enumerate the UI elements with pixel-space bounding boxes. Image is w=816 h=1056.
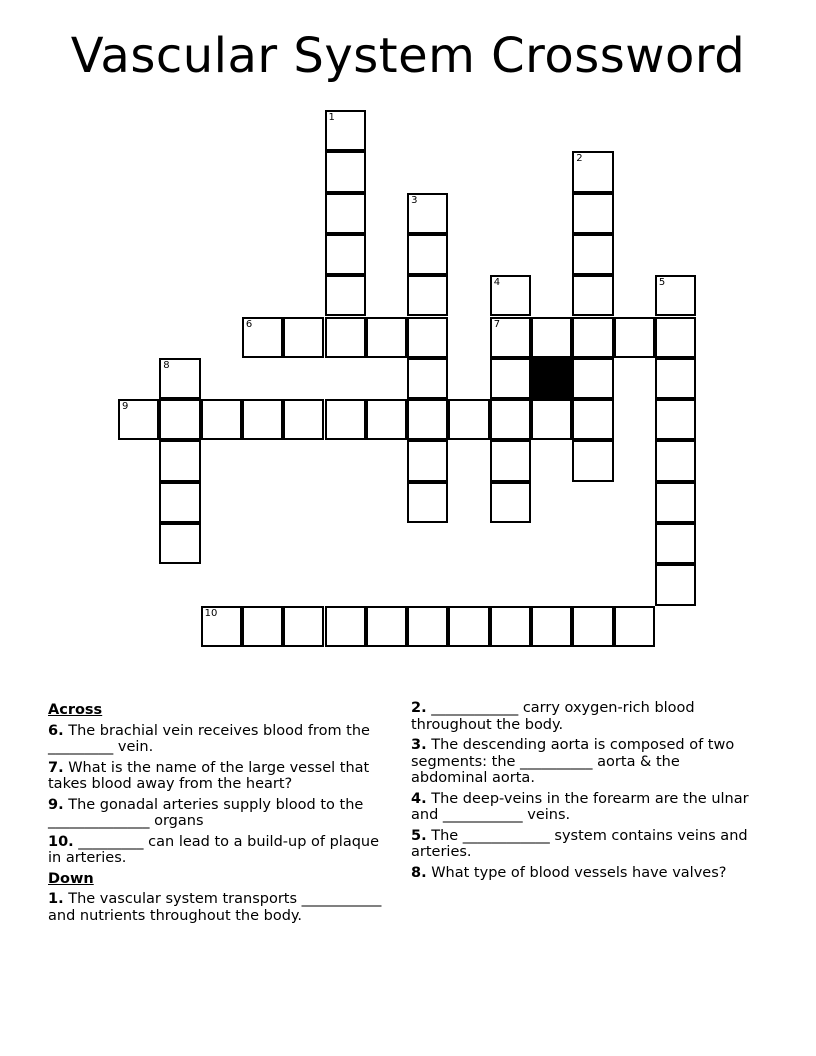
grid-cell[interactable] (448, 399, 489, 440)
clue-number-label: 4 (493, 277, 501, 289)
grid-cell[interactable] (325, 193, 366, 234)
grid-cell[interactable] (655, 399, 696, 440)
grid-cell[interactable] (366, 399, 407, 440)
clue-down-8 (411, 865, 756, 882)
grid-cell[interactable] (283, 606, 324, 647)
clue-across-10 (48, 834, 393, 867)
grid-cell[interactable] (325, 234, 366, 275)
grid-cell[interactable] (242, 317, 283, 358)
clue-down-4 (411, 791, 756, 824)
clue-number-label: 5 (658, 277, 666, 289)
grid-cell[interactable] (572, 399, 613, 440)
clue-text: What type of blood vessels have valves? (431, 864, 727, 881)
clue-text: The ____________ system contains veins and arteries. (411, 827, 748, 860)
clue-text: The vascular system transports ___________ and nutrients throughout the body. (48, 891, 382, 924)
grid-cell[interactable] (159, 523, 200, 564)
grid-cell[interactable] (572, 193, 613, 234)
grid-cell[interactable] (366, 317, 407, 358)
black-cell (531, 358, 572, 399)
grid-cell[interactable] (325, 151, 366, 192)
clue-number-label: 6 (245, 318, 253, 330)
grid-cell[interactable] (531, 317, 572, 358)
clue-text: The gonadal arteries supply blood to the ______________ organs (48, 796, 364, 829)
clues-right-column (411, 700, 756, 885)
grid-cell[interactable] (407, 193, 448, 234)
grid-cell[interactable] (490, 606, 531, 647)
grid-cell[interactable] (407, 234, 448, 275)
grid-cell[interactable] (490, 482, 531, 523)
grid-cell[interactable] (325, 110, 366, 151)
grid-cell[interactable] (407, 358, 448, 399)
grid-cell[interactable] (655, 440, 696, 481)
grid-cell[interactable] (159, 358, 200, 399)
grid-cell[interactable] (407, 275, 448, 316)
clue-number: 8. (411, 864, 427, 881)
grid-cell[interactable] (490, 317, 531, 358)
clue-number-label: 2 (576, 153, 583, 165)
grid-cell[interactable] (118, 399, 159, 440)
grid-cell[interactable] (655, 482, 696, 523)
grid-cell[interactable] (655, 275, 696, 316)
clue-down-5 (411, 828, 756, 861)
grid-cell[interactable] (201, 399, 242, 440)
grid-cell[interactable] (531, 606, 572, 647)
grid-cell[interactable] (655, 317, 696, 358)
clue-text: ____________ carry oxygen-rich blood throughout the body. (411, 700, 695, 733)
grid-cell[interactable] (283, 399, 324, 440)
grid-cell[interactable] (407, 440, 448, 481)
grid-cell[interactable] (572, 275, 613, 316)
clue-number: 2. (411, 700, 427, 716)
grid-cell[interactable] (407, 399, 448, 440)
grid-cell[interactable] (490, 399, 531, 440)
page-title: Vascular System Crossword (70, 28, 746, 84)
clue-number: 10. (48, 833, 74, 850)
clue-number: 6. (48, 722, 64, 739)
grid-cell[interactable] (531, 399, 572, 440)
grid-cell[interactable] (572, 317, 613, 358)
grid-cell[interactable] (655, 523, 696, 564)
grid-cell[interactable] (407, 606, 448, 647)
grid-cell[interactable] (201, 606, 242, 647)
clue-number-label: 9 (122, 401, 129, 413)
grid-cell[interactable] (490, 358, 531, 399)
grid-cell[interactable] (159, 399, 200, 440)
grid-cell[interactable] (407, 317, 448, 358)
clue-number: 5. (411, 827, 427, 844)
clue-down-3 (411, 737, 756, 787)
clue-text: _________ can lead to a build-up of plaque in arteries. (48, 833, 380, 866)
grid-cell[interactable] (366, 606, 407, 647)
grid-cell[interactable] (325, 399, 366, 440)
clue-across-6 (48, 723, 393, 756)
clue-text: The brachial vein receives blood from the _________ vein. (48, 722, 370, 755)
clue-across-9 (48, 797, 393, 830)
clue-number-label: 7 (493, 318, 501, 330)
clue-number: 7. (48, 759, 64, 776)
clue-number-label: 1 (328, 112, 335, 123)
grid-cell[interactable] (159, 440, 200, 481)
grid-cell[interactable] (655, 564, 696, 605)
grid-cell[interactable] (159, 482, 200, 523)
grid-cell[interactable] (407, 482, 448, 523)
clue-across-7 (48, 760, 393, 793)
grid-cell[interactable] (572, 151, 613, 192)
clues-left-column (48, 700, 393, 928)
grid-cell[interactable] (325, 275, 366, 316)
grid-cell[interactable] (655, 358, 696, 399)
grid-cell[interactable] (283, 317, 324, 358)
grid-cell[interactable] (490, 275, 531, 316)
grid-cell[interactable] (572, 234, 613, 275)
grid-cell[interactable] (448, 606, 489, 647)
grid-cell[interactable] (325, 606, 366, 647)
clue-number: 4. (411, 790, 427, 807)
down-heading: Down (48, 870, 94, 887)
grid-cell[interactable] (614, 317, 655, 358)
grid-cell[interactable] (572, 440, 613, 481)
clue-number: 3. (411, 737, 427, 753)
clue-text: The deep-veins in the forearm are the ulnar and ___________ veins. (411, 790, 749, 823)
grid-cell[interactable] (614, 606, 655, 647)
clue-down-1 (48, 891, 393, 924)
across-heading: Across (48, 702, 103, 718)
grid-cell[interactable] (572, 606, 613, 647)
grid-cell[interactable] (490, 440, 531, 481)
clue-number: 9. (48, 796, 64, 813)
grid-cell[interactable] (242, 606, 283, 647)
clue-down-2 (411, 700, 756, 733)
clue-number-label: 3 (411, 194, 418, 206)
clue-text: What is the name of the large vessel that takes blood away from the heart? (48, 759, 370, 792)
clue-text: The descending aorta is composed of two segments: the __________ aorta & the abdominal aorta. (411, 737, 735, 786)
clue-number-label: 10 (204, 607, 218, 619)
clue-number: 1. (48, 891, 64, 907)
grid-cell[interactable] (242, 399, 283, 440)
clue-number-label: 8 (163, 359, 170, 371)
grid-cell[interactable] (325, 317, 366, 358)
grid-cell[interactable] (572, 358, 613, 399)
